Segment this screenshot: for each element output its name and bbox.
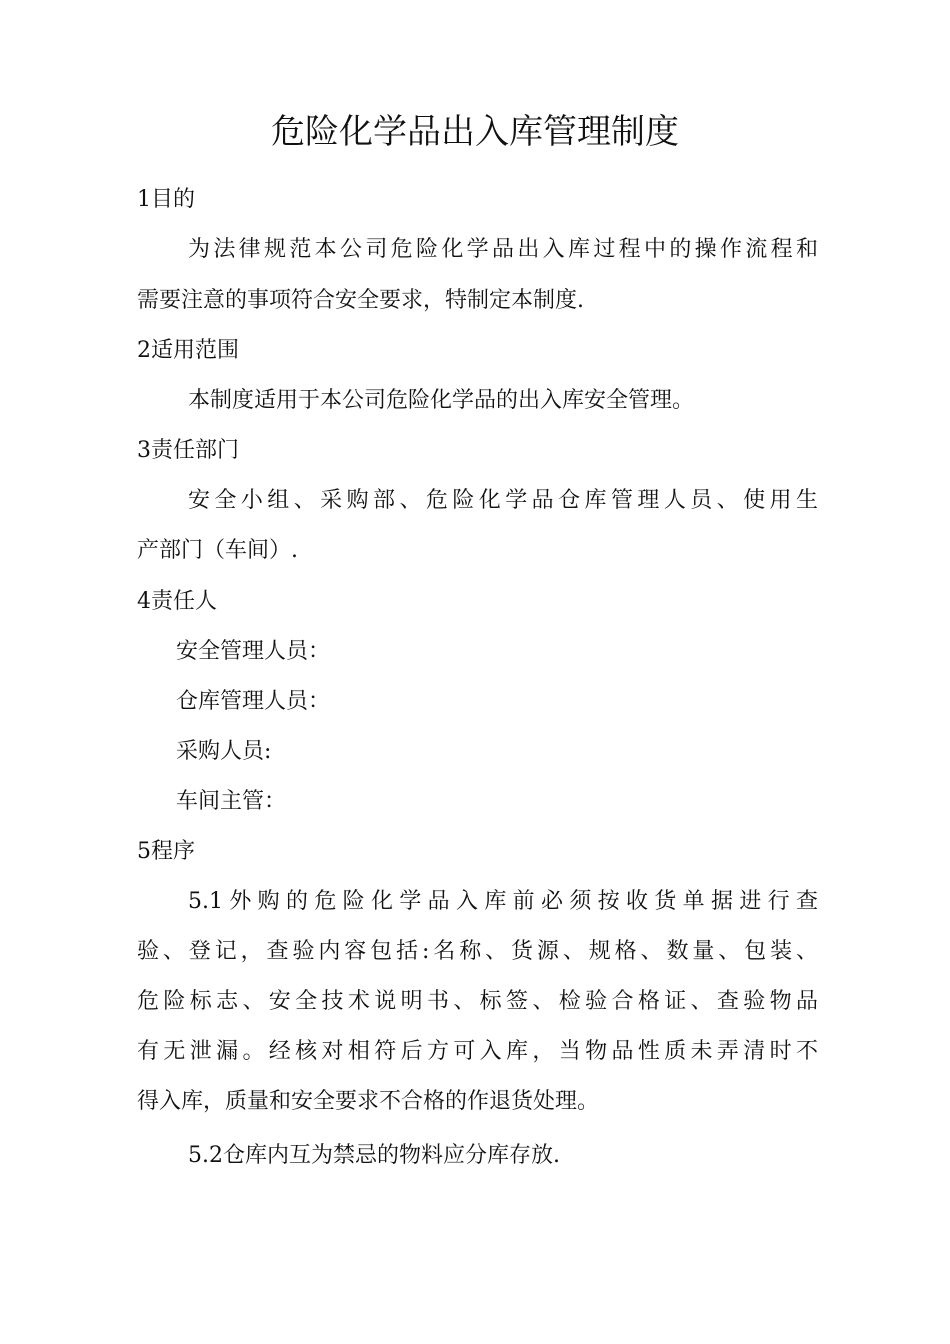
section-4-heading: 4责任人 [137,589,217,614]
section-3-heading: 3责任部门 [137,438,239,463]
section-2-heading: 2适用范围 [137,338,239,363]
section-4-item-workshop-supervisor: 车间主管： [176,789,287,814]
section-5-heading: 5程序 [137,839,195,864]
section-5-1-line-5: 得入库，质量和安全要求不合格的作退货处理。 [137,1089,600,1114]
section-1-paragraph-line-1: 为法律规范本公司危险化学品出入库过程中的操作流程和 [188,237,818,262]
section-5-1-line-1: 5.1外购的危险化学品入库前必须按收货单据进行查 [188,889,818,914]
section-5-2-line-1: 5.2仓库内互为禁忌的物料应分库存放. [188,1143,560,1168]
document-title: 危险化学品出入库管理制度 [271,112,679,152]
section-5-1-line-3: 危险标志、安全技术说明书、标签、检验合格证、查验物品 [137,989,818,1014]
section-5-1-line-4: 有无泄漏。经核对相符后方可入库，当物品性质未弄清时不 [137,1039,818,1064]
section-2-paragraph-line-1: 本制度适用于本公司危险化学品的出入库安全管理。 [188,388,695,413]
section-4-item-warehouse-manager: 仓库管理人员： [176,689,331,714]
section-3-paragraph-line-2: 产部门（车间）. [137,538,298,563]
section-1-paragraph-line-2: 需要注意的事项符合安全要求，特制定本制度. [137,288,584,313]
section-4-item-purchaser: 采购人员: [176,739,272,764]
section-5-1-line-2: 验、登记，查验内容包括:名称、货源、规格、数量、包装、 [137,939,818,964]
section-3-paragraph-line-1: 安全小组、采购部、危险化学品仓库管理人员、使用生 [188,488,818,513]
section-1-heading: 1目的 [137,187,195,212]
section-4-item-safety-manager: 安全管理人员： [176,639,331,664]
